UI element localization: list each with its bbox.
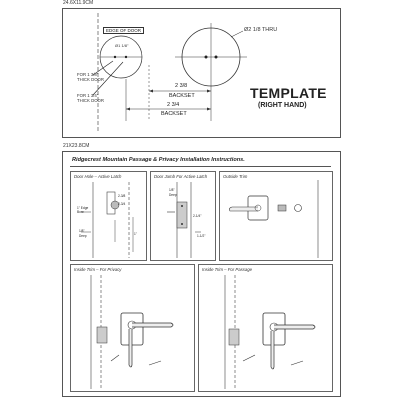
privacy-lever [132, 323, 173, 327]
panel-outside-trim [219, 171, 333, 261]
privacy-latch [97, 327, 107, 343]
backset-2-label: BACKSET [161, 111, 187, 117]
panel-inside-privacy [70, 264, 195, 392]
passage-lever [274, 325, 315, 329]
backset-2-value: 2 3/4 [167, 102, 180, 108]
door-1-label [77, 72, 104, 82]
latch-width-label: 1" [134, 232, 137, 236]
template-title: TEMPLATE [250, 85, 327, 101]
small-hole-label: Ø1 1/8" [115, 43, 129, 48]
cross-bore-point-2 [215, 56, 218, 59]
edge-bore-point-1 [114, 56, 116, 58]
outside-trim-drawing [220, 172, 332, 260]
panel-inside-passage-title: Inside Trim – For Passage [202, 267, 253, 272]
edge-bore-point-2 [125, 56, 127, 58]
door-hole-drawing [71, 172, 146, 260]
backset-234-label: 2-3/4 [118, 202, 126, 206]
backset-1-label: BACKSET [169, 93, 195, 99]
inside-passage-drawing [199, 265, 332, 391]
instruction-size-label: 21X23.8CM [63, 143, 90, 149]
jamb-height-label: 2-1/4" [193, 214, 202, 218]
jamb-deep-label: Deep [169, 193, 177, 197]
depth-label: 1/8" [79, 229, 85, 233]
panel-inside-privacy-title: Inside Trim – For Privacy [74, 267, 122, 272]
panel-door-jamb-title: Door Jamb For Active Latch [154, 174, 208, 179]
door-2-label [77, 93, 104, 103]
deep-label: Deep [79, 234, 87, 238]
panel-door-hole [70, 171, 147, 261]
thru-leader [231, 31, 243, 37]
door-2-line-b: THICK DOOR [77, 98, 104, 103]
panel-outside-trim-title: Outside Trim [223, 174, 248, 179]
door-2-line-a: FOR 1 3/4" [77, 93, 99, 98]
instruction-sheet [62, 151, 341, 397]
template-size-label: 24.6X11.9CM [63, 0, 94, 6]
heading-rule [70, 166, 331, 167]
template-subtitle: (RIGHT HAND) [258, 102, 307, 109]
door-1-line-a: FOR 1 3/8" [77, 72, 99, 77]
jamb-width-label: 1-1/2" [197, 234, 206, 238]
cross-bore-point-1 [205, 56, 208, 59]
outside-lever [229, 207, 258, 211]
door-1-line-b: THICK DOOR [77, 77, 104, 82]
passage-latch [229, 329, 239, 345]
door-jamb-drawing [151, 172, 215, 260]
backset-1-value: 2 3/8 [175, 83, 188, 89]
edge-of-door-text: EDGE OF DOOR [106, 28, 142, 33]
template-sheet [62, 8, 341, 138]
panel-door-hole-title: Door Hole – Active Latch [74, 174, 122, 179]
panel-inside-passage [198, 264, 333, 392]
jamb-depth-label: 1/8" [169, 188, 175, 192]
edge-of-door-label [103, 27, 144, 34]
backset-238-label: 2-3/8 [118, 194, 126, 198]
inside-privacy-drawing [71, 265, 194, 391]
edge-bore-label: 1" Edge Bore [77, 206, 89, 214]
panel-door-jamb [150, 171, 216, 261]
thru-label: Ø2 1/8 THRU [244, 27, 278, 33]
instruction-heading: Ridgecrest Mountain Passage & Privacy Installation Instructions. [72, 157, 245, 163]
